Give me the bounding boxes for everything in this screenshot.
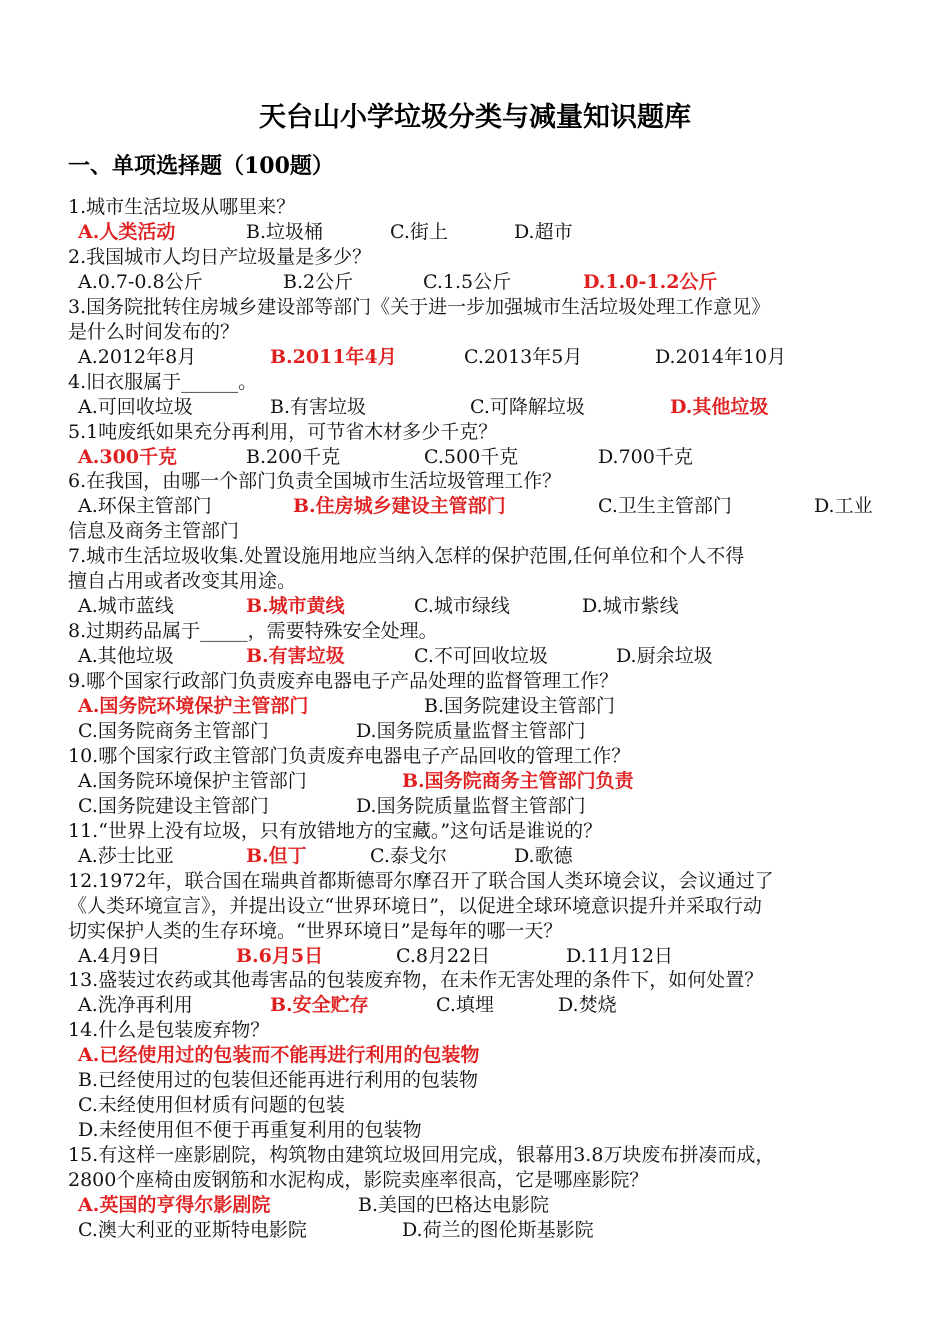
answer-option: B.有害垃圾 [270, 395, 367, 418]
question-text-line: 10.哪个国家行政主管部门负责废弃电器电子产品回收的管理工作？ [68, 744, 631, 767]
answer-options-row [68, 769, 890, 794]
answer-option: A.4月9日 [78, 944, 160, 967]
question-text-line: 切实保护人类的生存环境。“世界环境日”是每年的哪一天？ [68, 919, 563, 942]
answer-option: B.美国的巴格达电影院 [358, 1194, 550, 1216]
question-text-line: 2800个座椅由废钢筋和水泥构成，影院卖座率很高，它是哪座影院？ [68, 1169, 649, 1192]
answer-option: A.洗净再利用 [78, 994, 193, 1017]
answer-option: A.莎士比亚 [78, 844, 174, 867]
answer-options-row [68, 993, 890, 1018]
correct-answer-option: B.城市黄线 [246, 595, 345, 618]
answer-option: D.厨余垃圾 [616, 645, 713, 668]
answer-options-row [68, 694, 890, 719]
answer-options-row [68, 719, 890, 744]
answer-option: A.可回收垃圾 [78, 395, 193, 418]
answer-options-row [68, 844, 890, 869]
answer-option: C.8月22日 [396, 944, 491, 967]
answer-options-row [68, 395, 890, 420]
answer-options-row [68, 1118, 890, 1143]
answer-option: B.垃圾桶 [246, 220, 324, 243]
answer-option: D.国务院质量监督主管部门 [356, 719, 586, 742]
question-text-line: 4.旧衣服属于______。 [68, 370, 258, 393]
answer-option: D.工业 [814, 495, 873, 518]
answer-option: A.城市蓝线 [78, 595, 174, 618]
question-text-line: 是什么时间发布的？ [68, 320, 240, 343]
answer-option: A.2012年8月 [78, 345, 197, 368]
section-heading: 一、单项选择题（100题） [68, 153, 334, 179]
answer-options-row [68, 345, 890, 370]
answer-options-row [68, 270, 890, 295]
answer-options-row [68, 1043, 890, 1068]
correct-answer-option: A.300千克 [78, 445, 178, 468]
question-text-line: 15.有这样一座影剧院，构筑物由建筑垃圾回用完成，银幕用3.8万块废布拼凑而成， [68, 1144, 775, 1167]
answer-option: C.填埋 [436, 994, 494, 1017]
correct-answer-option: A.国务院环境保护主管部门 [78, 695, 309, 717]
answer-option: A.环保主管部门 [78, 495, 212, 518]
answer-option: B.2公斤 [283, 270, 354, 293]
question-text-line: 11.“世界上没有垃圾，只有放错地方的宝藏。”这句话是谁说的？ [68, 819, 603, 842]
answer-option: C.国务院建设主管部门 [78, 794, 269, 817]
question-text-line: 5.1吨废纸如果充分再利用，可节省木材多少千克？ [68, 420, 498, 443]
question-text-line: 3.国务院批转住房城乡建设部等部门《关于进一步加强城市生活垃圾处理工作意见》 [68, 295, 771, 318]
answer-option: C.500千克 [424, 445, 519, 468]
answer-option: C.未经使用但材质有问题的包装 [78, 1094, 345, 1117]
correct-answer-option: D.1.0-1.2公斤 [583, 270, 718, 293]
answer-option: D.歌德 [514, 844, 573, 867]
question-text-line: 8.过期药品属于_____，需要特殊安全处理。 [68, 620, 438, 643]
answer-option: C.澳大利亚的亚斯特电影院 [78, 1218, 307, 1241]
question-text-line: 12.1972年，联合国在瑞典首都斯德哥尔摩召开了联合国人类环境会议，会议通过了 [68, 869, 774, 892]
question-text-line: 《人类环境宣言》，并提出设立“世界环境日”，以促进全球环境意识提升并采取行动 [68, 894, 762, 917]
answer-options-row [68, 794, 890, 819]
answer-option: C.卫生主管部门 [598, 495, 732, 518]
question-text-line: 擅自占用或者改变其用途。 [68, 570, 297, 593]
answer-option: A.其他垃圾 [78, 645, 174, 668]
correct-answer-option: B.2011年4月 [270, 345, 397, 368]
answer-options-row [68, 944, 890, 969]
correct-answer-option: B.有害垃圾 [246, 645, 345, 668]
answer-option: C.街上 [390, 220, 448, 243]
answer-option: D.荷兰的图伦斯基影院 [402, 1218, 594, 1241]
answer-options-row [68, 1068, 890, 1093]
answer-options-row [68, 1093, 890, 1118]
answer-options-row [68, 594, 890, 619]
answer-option: A.国务院环境保护主管部门 [78, 769, 307, 792]
answer-options-row [68, 445, 890, 470]
correct-answer-option: B.6月5日 [236, 944, 324, 967]
answer-option: C.国务院商务主管部门 [78, 719, 269, 742]
answer-option: B.国务院建设主管部门 [424, 695, 616, 717]
document-title: 天台山小学垃圾分类与减量知识题库 [259, 102, 691, 133]
answer-option: D.700千克 [598, 445, 693, 468]
question-text-line: 信息及商务主管部门 [68, 520, 240, 543]
correct-answer-option: A.人类活动 [78, 220, 176, 243]
answer-option: D.国务院质量监督主管部门 [356, 794, 586, 817]
answer-option: D.未经使用但不便于再重复利用的包装物 [78, 1119, 422, 1142]
correct-answer-option: D.其他垃圾 [670, 395, 769, 418]
question-text-line: 6.在我国，由哪一个部门负责全国城市生活垃圾管理工作？ [68, 470, 562, 493]
answer-option: C.2013年5月 [464, 345, 583, 368]
answer-option: D.2014年10月 [655, 345, 787, 368]
answer-option: A.0.7-0.8公斤 [78, 270, 203, 293]
correct-answer-option: B.但丁 [246, 844, 307, 867]
question-text-line: 14.什么是包装废弃物？ [68, 1019, 270, 1042]
question-text-line: 9.哪个国家行政部门负责废弃电器电子产品处理的监督管理工作？ [68, 670, 619, 693]
answer-options-row [68, 644, 890, 669]
answer-option: C.泰戈尔 [370, 844, 447, 867]
answer-option: D.城市紫线 [582, 595, 679, 618]
answer-options-row [68, 494, 890, 519]
answer-options-row [68, 220, 890, 245]
answer-option: B.已经使用过的包装但还能再进行利用的包装物 [78, 1069, 479, 1092]
answer-option: D.焚烧 [558, 994, 617, 1017]
correct-answer-option: A.英国的亨得尔影剧院 [78, 1194, 271, 1216]
answer-options-row [68, 1193, 890, 1218]
answer-option: C.城市绿线 [414, 595, 510, 618]
answer-option: B.200千克 [246, 445, 341, 468]
correct-answer-option: B.安全贮存 [270, 994, 369, 1017]
answer-options-row [68, 1218, 890, 1243]
question-text-line: 2.我国城市人均日产垃圾量是多少？ [68, 245, 372, 268]
correct-answer-option: A.已经使用过的包装而不能再进行利用的包装物 [78, 1044, 480, 1067]
answer-option: C.可降解垃圾 [470, 395, 585, 418]
correct-answer-option: B.国务院商务主管部门负责 [402, 769, 634, 792]
question-text-line: 13.盛装过农药或其他毒害品的包装废弃物，在未作无害处理的条件下，如何处置？ [68, 969, 764, 992]
correct-answer-option: B.住房城乡建设主管部门 [293, 495, 506, 518]
question-text-line: 1.城市生活垃圾从哪里来？ [68, 196, 296, 218]
answer-option: C.1.5公斤 [423, 270, 512, 293]
answer-option: C.不可回收垃圾 [414, 645, 548, 668]
question-text-line: 7.城市生活垃圾收集.处置设施用地应当纳入怎样的保护范围,任何单位和个人不得 [68, 545, 745, 568]
answer-option: D.超市 [514, 220, 573, 243]
answer-option: D.11月12日 [566, 944, 673, 967]
